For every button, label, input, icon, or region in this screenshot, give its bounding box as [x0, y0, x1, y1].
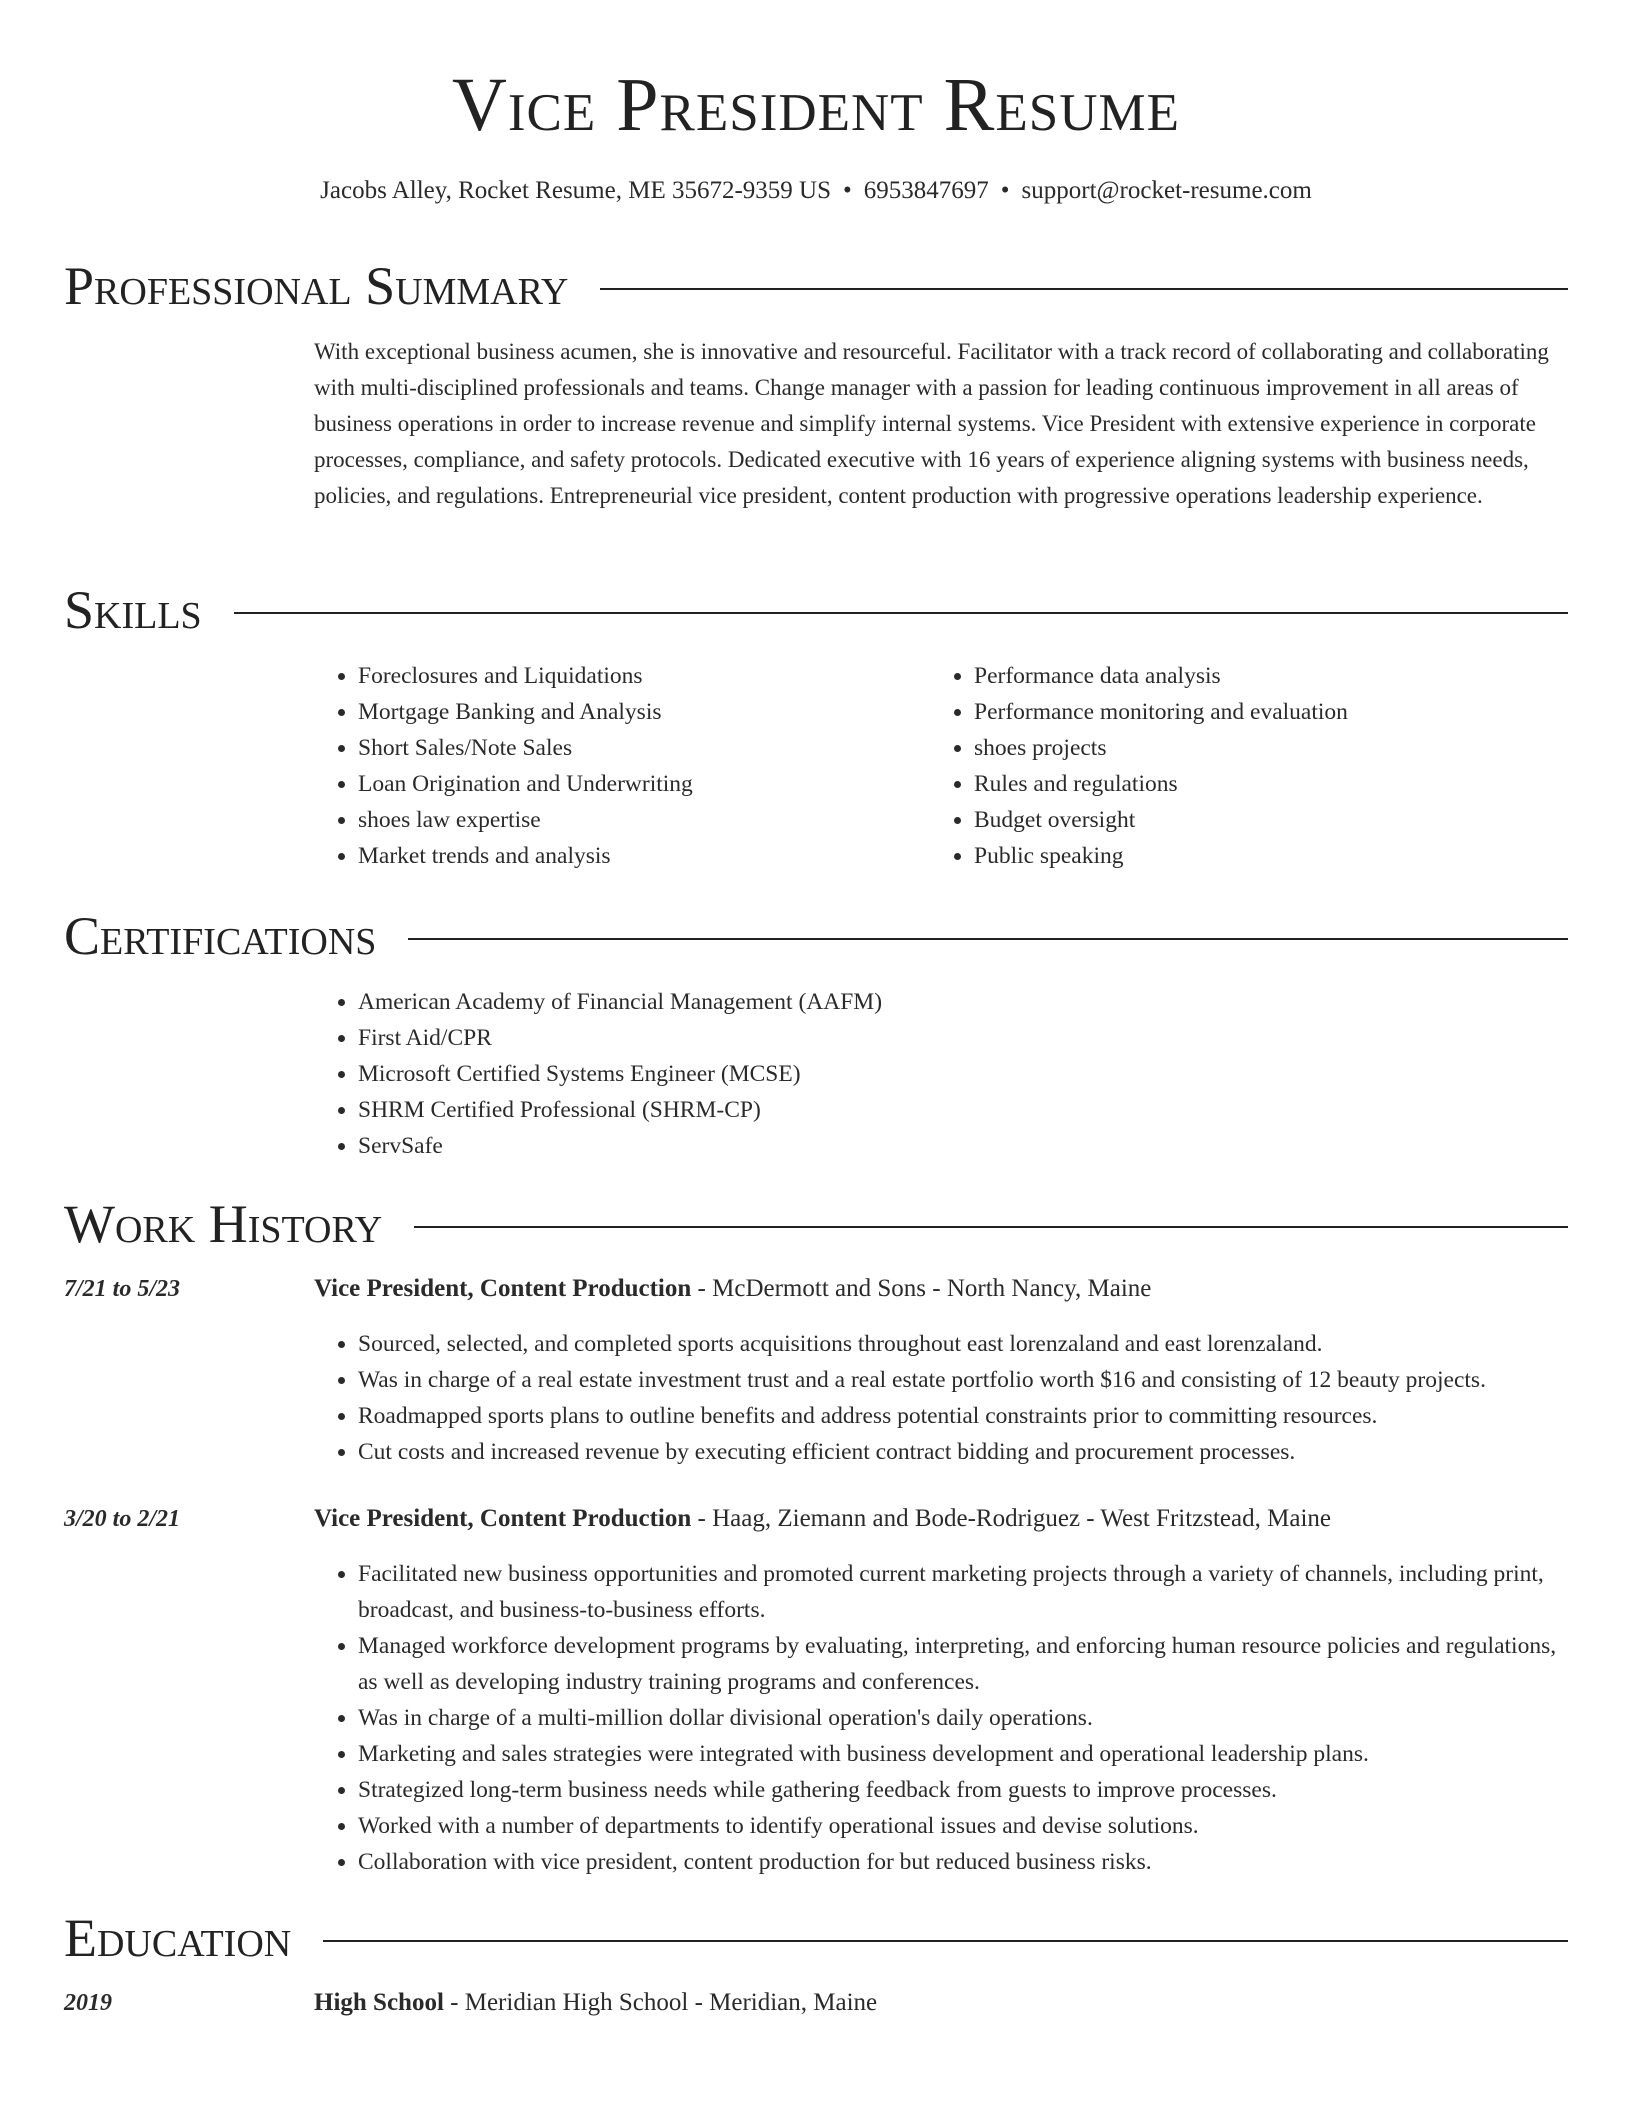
- certifications-title: Certifications: [64, 906, 377, 966]
- skills-block: [314, 658, 1568, 874]
- contact-line: [0, 174, 1632, 208]
- summary-title: Professional Summary: [64, 256, 569, 316]
- contact-separator: •: [843, 177, 852, 204]
- job-bullet: • Managed workforce development programs by evaluating, interpreting, and enforcing human resource policies and regulations, as well as developing industry training programs and conferences.: [358, 1628, 1568, 1700]
- skill-item: • Loan Origination and Underwriting: [358, 766, 930, 802]
- education-degree: High School: [314, 1989, 444, 2016]
- education-title: Education: [64, 1908, 292, 1968]
- section-divider: [600, 288, 1568, 290]
- education-year: 2019: [64, 1990, 112, 2016]
- contact-address: Jacobs Alley, Rocket Resume, ME 35672-9359 US: [320, 177, 831, 204]
- summary-heading: [64, 256, 1568, 316]
- summary-block: [314, 334, 1568, 514]
- job-bullet: • Sourced, selected, and completed sports acquisitions throughout east lorenzaland and east lorenzaland.: [358, 1326, 1568, 1362]
- certification-item: • Microsoft Certified Systems Engineer (MCSE): [358, 1056, 1568, 1092]
- skill-item: • Rules and regulations: [974, 766, 1546, 802]
- job-company: - Haag, Ziemann and Bode-Rodriguez - West Fritzstead, Maine: [691, 1505, 1331, 1532]
- job-bullet: • Marketing and sales strategies were integrated with business development and operational leadership plans.: [358, 1736, 1568, 1772]
- job-heading: [314, 1272, 1568, 1306]
- job-bullet: • Facilitated new business opportunities and promoted current marketing projects through a variety of channels, including print, broadcast, and business-to-business efforts.: [358, 1556, 1568, 1628]
- skills-column-left: [314, 658, 930, 874]
- certification-item: • ServSafe: [358, 1128, 1568, 1164]
- skill-item: • Budget oversight: [974, 802, 1546, 838]
- certifications-block: [314, 984, 1568, 1164]
- job-bullet: • Was in charge of a real estate investment trust and a real estate portfolio worth $16 and consisting of 12 beauty projects.: [358, 1362, 1568, 1398]
- job-bullet: • Was in charge of a multi-million dollar divisional operation's daily operations.: [358, 1700, 1568, 1736]
- job-bullet: • Worked with a number of departments to identify operational issues and devise solutions.: [358, 1808, 1568, 1844]
- work-title: Work History: [64, 1194, 383, 1254]
- section-divider: [408, 938, 1568, 940]
- summary-text: With exceptional business acumen, she is innovative and resourceful. Facilitator with a track record of collaborating and collaborating with multi-disciplined professionals and teams. Change manager with a passion for leading continuous improvement in all areas of business operations in order to increase revenue and simplify internal systems. Vice President with extensive experience in corporate processes, compliance, and safety protocols. Dedicated executive with 16 years of experience aligning systems with business needs, policies, and regulations. Entrepreneurial vice president, content production with progressive operations leadership experience.: [314, 339, 1549, 508]
- skill-item: • Market trends and analysis: [358, 838, 930, 874]
- job-heading: [314, 1502, 1568, 1536]
- education-heading: [64, 1908, 1568, 1968]
- job-dates: 3/20 to 2/21: [64, 1506, 181, 1532]
- skill-item: • Performance monitoring and evaluation: [974, 694, 1546, 730]
- contact-phone: 6953847697: [863, 177, 989, 204]
- job-bullets: [314, 1326, 1568, 1470]
- section-divider: [323, 1940, 1568, 1942]
- contact-email: support@rocket-resume.com: [1021, 177, 1312, 204]
- skills-column-right: [930, 658, 1546, 874]
- job-role: Vice President, Content Production: [314, 1275, 692, 1302]
- job-company: - McDermott and Sons - North Nancy, Maine: [691, 1275, 1152, 1302]
- job-bullet: • Cut costs and increased revenue by executing efficient contract bidding and procurement processes.: [358, 1434, 1568, 1470]
- job-bullets: [314, 1556, 1568, 1880]
- job-dates: 7/21 to 5/23: [64, 1276, 181, 1302]
- skill-item: • Short Sales/Note Sales: [358, 730, 930, 766]
- contact-separator: •: [1000, 177, 1010, 204]
- section-divider: [414, 1226, 1568, 1228]
- certification-item: • SHRM Certified Professional (SHRM-CP): [358, 1092, 1568, 1128]
- skills-title: Skills: [64, 580, 202, 640]
- job-bullet: • Strategized long-term business needs while gathering feedback from guests to improve processes.: [358, 1772, 1568, 1808]
- certification-item: • First Aid/CPR: [358, 1020, 1568, 1056]
- education-entry: [314, 1986, 1568, 2020]
- job-role: Vice President, Content Production: [314, 1505, 692, 1532]
- job-bullet: • Roadmapped sports plans to outline benefits and address potential constraints prior to committing resources.: [358, 1398, 1568, 1434]
- skill-item: • shoes projects: [974, 730, 1546, 766]
- certifications-heading: [64, 906, 1568, 966]
- skill-item: • Foreclosures and Liquidations: [358, 658, 930, 694]
- skill-item: • shoes law expertise: [358, 802, 930, 838]
- skill-item: • Performance data analysis: [974, 658, 1546, 694]
- work-heading: [64, 1194, 1568, 1254]
- job-bullet: • Collaboration with vice president, content production for but reduced business risks.: [358, 1844, 1568, 1880]
- education-school: - Meridian High School - Meridian, Maine: [443, 1989, 878, 2016]
- skills-heading: [64, 580, 1568, 640]
- resume-title: Vice President Resume: [452, 63, 1180, 147]
- certification-item: • American Academy of Financial Management (AAFM): [358, 984, 1568, 1020]
- skill-item: • Public speaking: [974, 838, 1546, 874]
- section-divider: [234, 612, 1568, 614]
- skill-item: • Mortgage Banking and Analysis: [358, 694, 930, 730]
